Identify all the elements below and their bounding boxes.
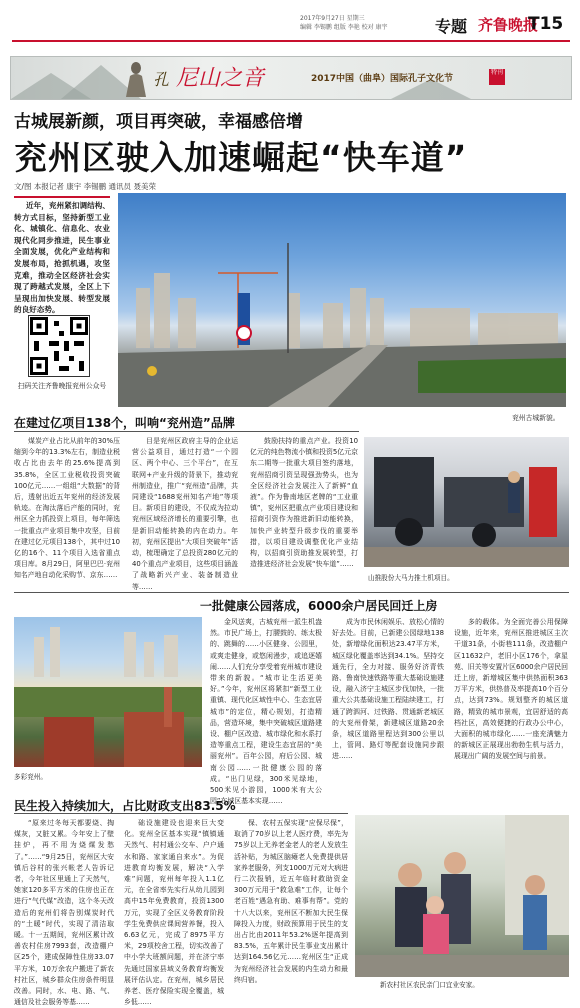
header-date: 2017年9月27日 星期三	[300, 15, 365, 22]
community-photo	[355, 815, 569, 977]
lead-paragraph: 近年，兖州紧扣调结构、转方式目标，坚持新型工业化、城镇化、信息化、农业现代化同步推进，民生事业全面发展，优化产业结构和发展布局，抢抓机遇，攻坚克难，推动全区经济社会实现了跨越式发展，全区上下呈现出加快发展、转型发展的良好态势。	[14, 201, 110, 315]
section3-divider	[14, 813, 348, 814]
section-label: 专题	[435, 17, 468, 36]
section3-col1: “原来过冬每天都要烧、掏煤灰，又脏又累。今年安上了壁挂炉，再不用为烧煤发愁了。”……“9月25日，兖州区大安镇后谷村的张兴帐老人告诉记者，今年社区里通上了天然气，她家120多平方米的住房也正在进行“气代煤”改造，这个冬天改造后的兖州们将告别煤炭时代的“土暖”时代，实现了清洁取暖。十一五期间，兖州区累计改善农村住房7993套，改造棚户区25个，建成保障性住房33.07平方米，10万余农户搬进了新农村社区，城乡群众住房条件明显改善。同时，水、电、路、气、通信及社会服务等基……	[14, 819, 114, 1007]
banner-calligraphy-a: 孔	[153, 70, 170, 89]
factory-photo	[364, 437, 569, 567]
section2-col3: 多的载体。为全面完善公用保障设施，近年来，兖州区推进城区主次干道31条，小街巷111条，改造棚户区11632户，老旧小区176个，拿星苑、旧关等安置片区6000余户居民回迁上房，新增城区集中供热面积363万平方米，供热普及率提高10个百分点，达到73%。规划整齐的城区道路，精致的城市景观，宜居舒适的高档社区，高效便捷的行政办公中心，大面积的城市绿化……一座充满魅力的新城区正展现出勃勃生机与活力，展现出广阔的发展空间与前景。	[454, 618, 569, 761]
banner-calligraphy	[153, 61, 264, 92]
section1-col2: 目是兖州区政府主导的企业运营公益项目，通过打造“一个园区、两个中心、三个平台”，在互联网+产业升级的背景下，推动兖州制造业，推广“兖州造”品牌，共同建设“1688兖州知名产地”等项目。新项目的建设，不仅成为拉动兖州区域经济增长的重要引擎，也是新旧动能转换的内在动力。年初，兖州区提出“大项目突破年”活动，梳理确定了总投资280亿元的40个重点产业项目，这些项目涵盖了战略新兴产业、装备制造业等……	[132, 437, 238, 591]
lead-divider	[14, 196, 110, 198]
section1-heading: 在建过亿项目138个，叫响“兖州造”品牌	[14, 416, 235, 430]
qr-code[interactable]	[28, 315, 90, 377]
confucius-figure-icon	[121, 59, 151, 97]
banner-seal: 特刊	[489, 69, 505, 85]
section1-col3: 鼓励扶持的重点产业。投资10亿元的纯色物流小镇和投资5亿元京东二期等一批重大项目签约落地，兖州招商引资呈现强劲势头，也为全区经济社会发展注入了新鲜“血液”。作为鲁南地区老牌的“工业重镇”，兖州区把重点产业项目建设和招商引资作为推进新旧动能转换，加快产业转型升级步伐的重要举措，以项目建设调整优化产业结构，以招商引资助推发展转型，打造推进经济社会发展“快车道”……	[250, 437, 358, 569]
qr-caption: 扫码关注齐鲁晚报兖州公众号	[17, 382, 107, 390]
header-divider	[12, 40, 570, 42]
factory-caption: 山推股份大马力推土机项目。	[368, 574, 454, 582]
section3-col3: 保、农村五保实现“应保尽保”，取消了70岁以上老人医疗费，率先为75岁以上无养老金老人的老人发放生活补贴，为城区脑瘫老人免费提供居家养老服务，列支1000万元对大病进行二次报销，近五年临时救助资金300万元用于“救急难”工作，让每个老百姓“遇急有助、难事有帮”。党的十八大以来，兖州区不断加大民生保障投入力度，财政预算用于民生的支出占比由2011年53.2%逐年提高到83.5%，五年累计民生事业支出累计达到164.56亿元……兖州区生“正成为兖州经济社会发展的内生动力和最终归宿。	[234, 819, 349, 984]
section1-col1: 煤炭产业占比从前年的30%压缩到今年的13.3%左右，制造业税收占比由去年的25.6%提高到35.8%，全区工业税收投资突破100亿元……一组组“大数据”的背后，透射出近五年兖州的经济发展轨迹。在淘汰落后产能的同时，兖州区全力抓投资上项目，每年筛选一批重点产业项目集中攻坚，目前在建过亿元项目138个，其中过10亿的16个、11个项目入选省重点项目库。8月29日，阿里巴巴·兖州知名产地自动化采购节、京东……	[14, 437, 120, 580]
headline-title: 兖州区驶入加速崛起“快车道”	[14, 138, 468, 177]
festival-banner	[10, 56, 572, 100]
section2-heading: 一批健康公园落成，6000余户居民回迁上房	[200, 599, 438, 613]
section2-col2: 成为市民休闲娱乐、放松心情的好去处。目前，已新建公园绿地138处，新增绿化面积达23.47平方米，城区绿化覆盖率达到34.1%。坚持交通先行，全力对接、服务好济青铁路、鲁南快速铁路等重大基础设施建设，融入济宁主城区步伐加快，一批重大公共基础设施工程陆续建工，打通了跨泗河、过铁路、贯通新老城区的大兖州骨架，新建城区道路20余条，城区道路里程达到300公里以上，管网、路灯等配套设施同步跟进……	[332, 618, 444, 761]
byline: 文/图 本报记者 康宇 李锡鹏 通讯员 聂美荣	[14, 182, 156, 191]
section1-divider	[14, 431, 359, 432]
park-aerial-photo	[14, 617, 202, 767]
newspaper-brand: 齐鲁晚报	[478, 16, 539, 34]
header-editors: 编辑 李锡鹏 组版 李艳 校对 康宇	[300, 24, 388, 31]
page-number: T15	[528, 14, 564, 34]
city-street-caption: 兖州古城新貌。	[512, 414, 560, 422]
section2-rule	[14, 592, 569, 593]
banner-subtitle: 2017中国（曲阜）国际孔子文化节	[311, 74, 454, 84]
banner-calligraphy-b: 尼山之音	[176, 66, 265, 91]
section3-col2: 础设施建设也迎来巨大变化。兖州全区基本实现“镇镇通天然气、村村通公交车、户户通水和路、家家通自来水”。为促进教育均衡发展，解决“入学难”问题，兖州每年投入1.1亿元，在全省率先实行从幼儿园到高中15年免费教育，投资1300万元，实现了全区义务教育阶段学生免费供应课间营养餐，投入6.63亿元，完成了8975平方米，29项校舍工程，切实改善了中小学大班额问题，并在济宁率先通过国家县域义务教育均衡发展评估认定。在兖州，城乡居民养老、医疗保险实现全覆盖，城乡低……	[124, 819, 224, 1007]
headline-subtitle: 古城展新颜，项目再突破，幸福感倍增	[14, 112, 303, 132]
section3-heading: 民生投入持续加大，占比财政支出83.5%	[14, 799, 236, 813]
section2-col1: 金风送爽，古城兖州一派生机盎然。市民广场上，打腰鼓的、练太极的、跳舞的……小区健身、公园里，或爽走健身，或悠闲漫步，或追逐嬉闹……人们充分享受着兖州城市建设带来的新貌。“城市让生活更美好。”今年，兖州区将紧扣“新型工业重镇、现代化区域性中心、生态宜居城市”的定位，精心规划，打造精品，营造环境，集中突破城区道路建设、棚户区改造、城市绿化和水系打造等重点工程，建设生态宜居的“美丽兖州”。百年公园，府后公园、城南公园……一批健康公园的落成。“出门见绿，300米见绿地，500米见小游园，1000米有大公园”在城区基本实现……	[210, 618, 322, 806]
community-caption: 新农村社区农民亲门口宜业安家。	[380, 981, 479, 989]
city-street-photo	[118, 193, 566, 407]
park-aerial-caption: 多彩兖州。	[14, 773, 47, 781]
